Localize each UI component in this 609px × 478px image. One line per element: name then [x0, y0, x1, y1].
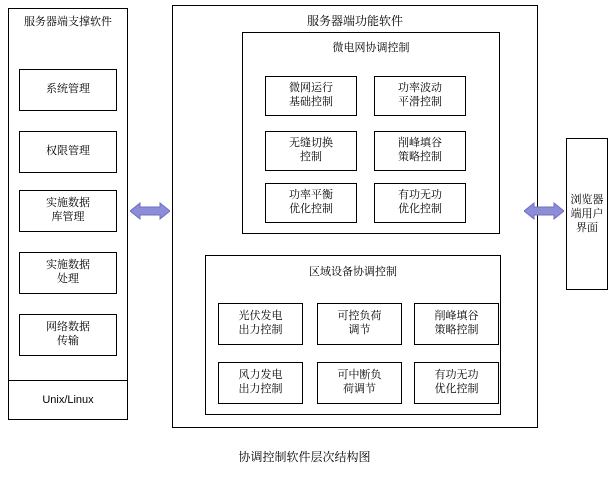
left-item-network-transmission: 网络数据 传输 [19, 314, 117, 356]
microgrid-cell-reactive-optimization: 有功无功 优化控制 [374, 183, 466, 223]
left-double-arrow-icon [130, 202, 170, 220]
area-group-title: 区域设备协调控制 [309, 266, 397, 279]
diagram-caption: 协调控制软件层次结构图 [238, 450, 371, 464]
right-double-arrow-icon [524, 202, 564, 220]
left-item-permission-management: 权限管理 [19, 131, 117, 173]
area-cell-controllable-load: 可控负荷 调节 [317, 303, 402, 345]
microgrid-cell-peak-shaving: 削峰填谷 策略控制 [374, 131, 466, 171]
microgrid-cell-power-balance: 功率平衡 优化控制 [265, 183, 357, 223]
left-item-database-management: 实施数据 库管理 [19, 190, 117, 232]
microgrid-cell-power-smoothing: 功率波动 平滑控制 [374, 76, 466, 116]
microgrid-group-title: 微电网协调控制 [332, 42, 410, 55]
left-item-data-processing: 实施数据 处理 [19, 252, 117, 294]
left-panel-os-label: Unix/Linux [8, 380, 128, 420]
area-cell-interruptible-load: 可中断负 荷调节 [317, 362, 402, 404]
left-item-system-management: 系统管理 [19, 69, 117, 111]
area-cell-peak-shaving: 削峰填谷 策略控制 [414, 303, 499, 345]
microgrid-cell-seamless-switch: 无缝切换 控制 [265, 131, 357, 171]
microgrid-cell-basic-control: 微网运行 基础控制 [265, 76, 357, 116]
area-cell-reactive-optimization: 有功无功 优化控制 [414, 362, 499, 404]
left-panel-title: 服务器端支撑软件 [24, 16, 112, 29]
right-panel-label: 浏览器端用户界面 [570, 193, 604, 235]
area-cell-pv-output: 光伏发电 出力控制 [218, 303, 303, 345]
area-cell-wind-output: 风力发电 出力控制 [218, 362, 303, 404]
center-panel-title: 服务器端功能软件 [306, 13, 403, 28]
